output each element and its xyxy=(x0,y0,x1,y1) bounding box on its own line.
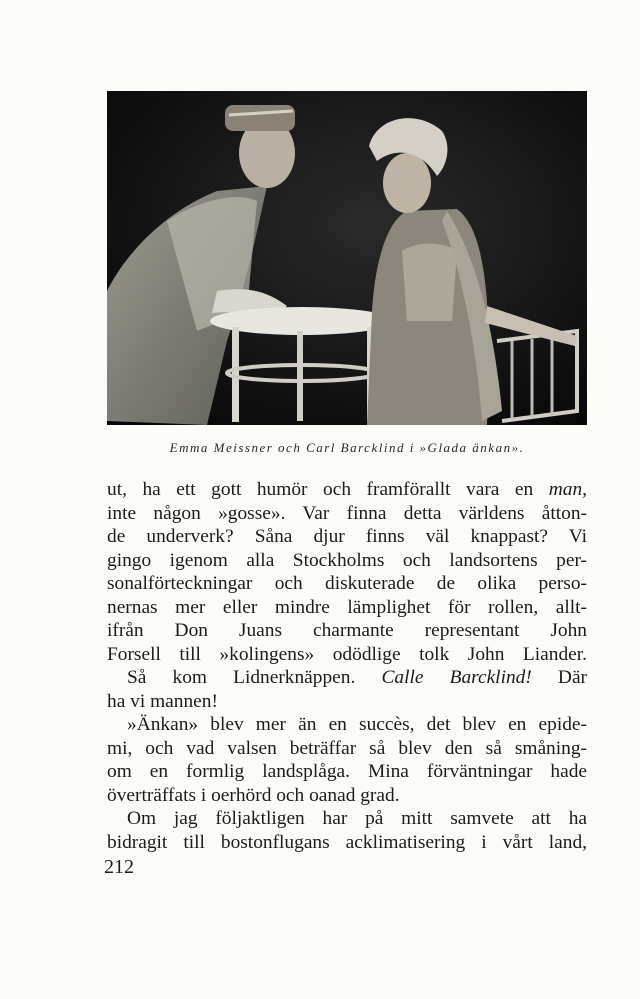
text-line xyxy=(107,831,587,855)
text-line xyxy=(107,549,587,573)
text-segment: Forsell till »kolingens» odödlige tolk John Liander. xyxy=(107,643,587,665)
text-segment: bidragit till bostonflugans acklimatisering i vårt land, xyxy=(107,831,587,853)
text-segment: överträffats i oerhörd och oanad grad. xyxy=(107,784,400,806)
text-line xyxy=(107,619,587,643)
text-line xyxy=(107,784,587,808)
text-segment: Om jag följaktligen har på mitt samvete att ha xyxy=(127,808,587,829)
text-segment: ut, ha ett gott humör och framförallt vara en xyxy=(107,479,549,500)
text-segment: ifrån Don Juans charmante representant John xyxy=(107,620,587,641)
text-segment: gingo igenom alla Stockholms och landsortens per- xyxy=(107,549,587,571)
text-line xyxy=(107,525,587,549)
text-line xyxy=(107,737,587,761)
text-line xyxy=(107,666,587,690)
text-segment: nernas mer eller mindre lämplighet för rollen, allt- xyxy=(107,596,587,618)
text-segment: de underverk? Såna djur finns väl knappast? Vi xyxy=(107,526,587,547)
emphasis-text: man, xyxy=(548,479,587,500)
text-segment: Så kom Lidnerknäppen. xyxy=(127,667,382,688)
body-text xyxy=(107,478,587,854)
stage-photograph xyxy=(107,91,587,425)
text-line xyxy=(107,478,587,502)
text-segment: sonalförteckningar och diskuterade de olika perso- xyxy=(107,573,587,594)
photo-caption: Emma Meissner och Carl Barcklind i »Glada änkan». xyxy=(169,440,525,455)
text-line xyxy=(107,807,587,831)
text-segment: inte någon »gosse». Var finna detta världens åtton- xyxy=(107,502,587,524)
page-number: 212 xyxy=(104,856,134,878)
text-line xyxy=(107,502,587,526)
text-line xyxy=(107,596,587,620)
text-segment: Där xyxy=(531,667,588,688)
text-line xyxy=(107,690,587,714)
text-line xyxy=(107,713,587,737)
text-line xyxy=(107,643,587,667)
text-line xyxy=(107,572,587,596)
text-segment: »Änkan» blev mer än en succès, det blev en epide- xyxy=(127,714,587,735)
emphasis-text: Calle Barcklind! xyxy=(381,667,532,688)
text-line xyxy=(107,760,587,784)
text-segment: om en formlig landsplåga. Mina förväntningar hade xyxy=(107,761,587,782)
text-segment: ha vi mannen! xyxy=(107,690,218,712)
text-segment: mi, och vad valsen beträffar så blev den så småning- xyxy=(107,737,587,759)
